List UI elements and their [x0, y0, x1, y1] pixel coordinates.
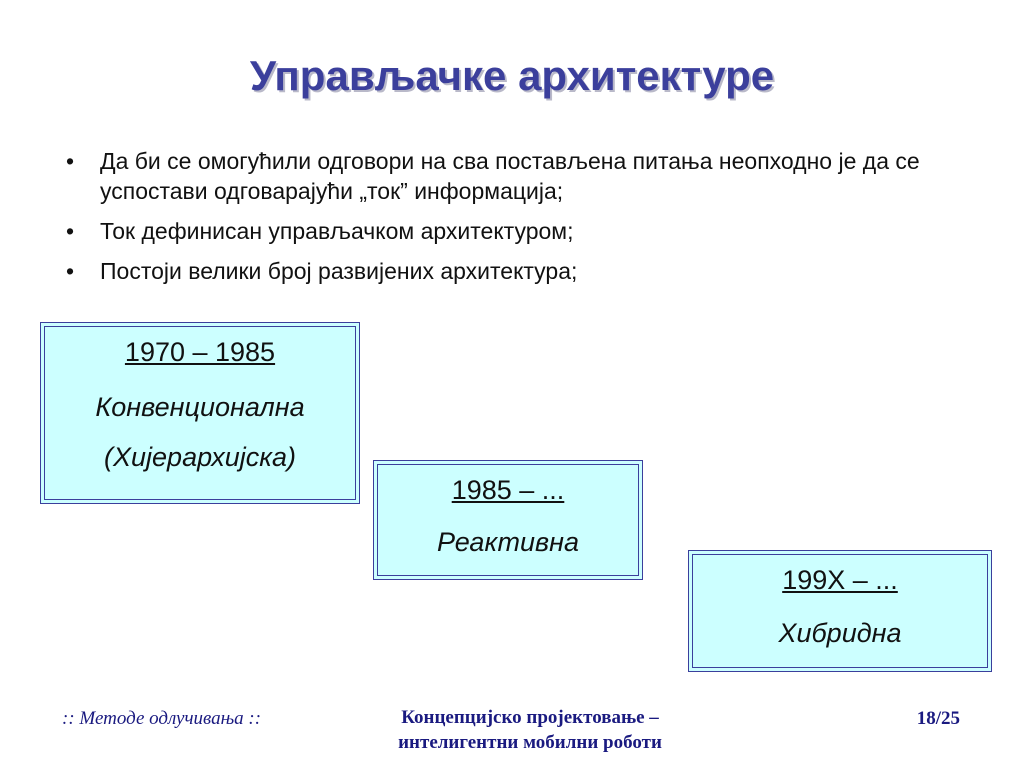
bullet-marker: • — [65, 258, 75, 284]
footer-lecture-line2: интелигентни мобилни роботи — [398, 732, 662, 753]
architecture-box-conventional — [40, 322, 360, 504]
page-number: 18/25 — [916, 708, 960, 729]
architecture-name: Хибридна — [778, 618, 902, 648]
bullet-text: Да би се омогућили одговори на сва постављена питања неопходно је да се успостави одговарајући „ток” информација; — [100, 148, 920, 204]
architecture-subname: (Хијерархијска) — [104, 442, 296, 472]
period-label: 1970 – 1985 — [124, 337, 276, 367]
bullet-item — [60, 146, 960, 206]
architecture-box-hybrid — [688, 550, 992, 672]
bullet-item — [60, 256, 960, 286]
bullet-text: Постоји велики број развијених архитектура; — [100, 258, 578, 284]
footer-lecture-line1: Концепцијско пројектовање – — [401, 707, 659, 728]
footer-lecture-title — [340, 705, 720, 755]
bullet-text: Ток дефинисан управљачком архитектуром; — [100, 218, 574, 244]
bullet-marker: • — [65, 148, 75, 174]
bullet-list — [60, 146, 960, 296]
bullet-item — [60, 216, 960, 246]
architecture-box-reactive — [373, 460, 643, 580]
period-label: 199X – ... — [782, 565, 898, 595]
architecture-name: Реактивна — [437, 527, 579, 557]
architecture-name: Конвенционална — [95, 392, 305, 422]
period-label: 1985 – ... — [451, 475, 565, 505]
slide-title: Управљачке архитектуре — [249, 52, 775, 99]
bullet-marker: • — [65, 218, 75, 244]
footer-course-name: :: Методе одлучивања :: — [62, 708, 262, 729]
